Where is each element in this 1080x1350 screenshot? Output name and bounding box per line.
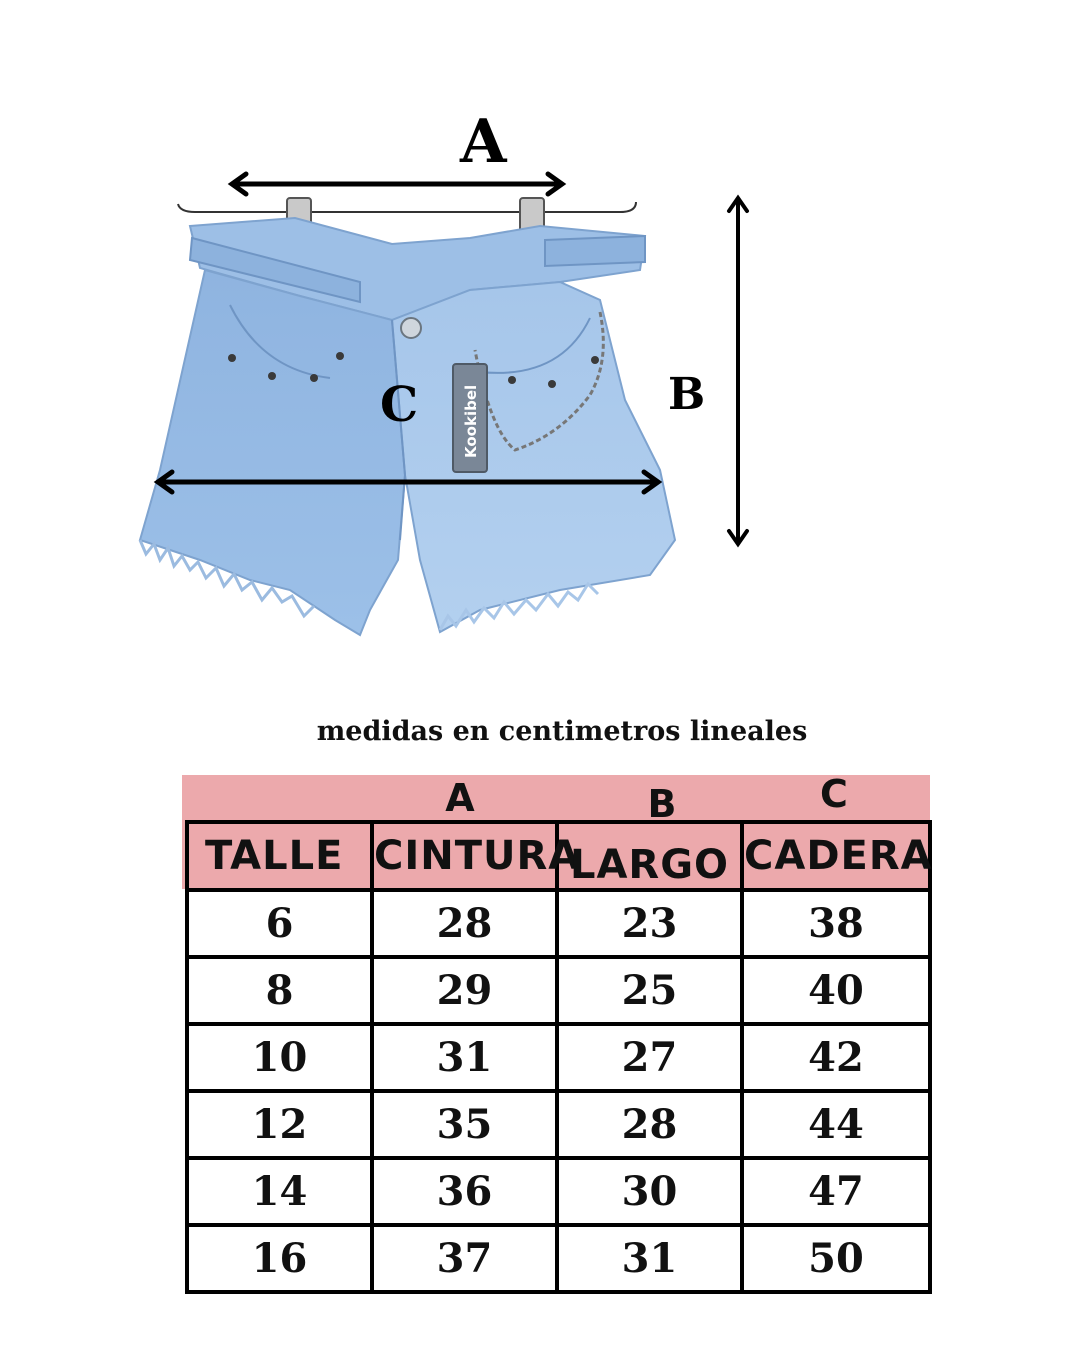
size-table — [185, 820, 932, 1294]
column-letter-b: B — [647, 782, 677, 826]
cell-talle: 10 — [187, 1024, 372, 1091]
cell-talle: 16 — [187, 1225, 372, 1292]
table-row — [187, 1158, 930, 1225]
cell-largo: 31 — [557, 1225, 742, 1292]
brand-tag-text: Kookibel — [462, 384, 480, 458]
cell-cintura: 35 — [372, 1091, 557, 1158]
cell-largo: 30 — [557, 1158, 742, 1225]
arrow-b — [729, 198, 747, 544]
measurement-note: medidas en centimetros lineales — [316, 716, 808, 747]
cell-largo: 25 — [557, 957, 742, 1024]
table-row — [187, 957, 930, 1024]
header-talle: TALLE — [187, 822, 372, 890]
cell-cadera: 47 — [742, 1158, 930, 1225]
arrow-a — [232, 174, 562, 194]
table-row — [187, 1225, 930, 1292]
table-row — [187, 890, 930, 957]
cell-cintura: 36 — [372, 1158, 557, 1225]
header-cintura: CINTURA — [372, 822, 557, 890]
table-row — [187, 1024, 930, 1091]
dimension-label-c: C — [380, 377, 419, 433]
cell-cintura: 37 — [372, 1225, 557, 1292]
cell-cintura: 31 — [372, 1024, 557, 1091]
cell-talle: 8 — [187, 957, 372, 1024]
cell-cadera: 50 — [742, 1225, 930, 1292]
header-largo: LARGO — [557, 822, 742, 890]
header-cadera: CADERA — [742, 822, 930, 890]
column-letter-a: A — [445, 776, 475, 820]
cell-largo: 27 — [557, 1024, 742, 1091]
cell-talle: 14 — [187, 1158, 372, 1225]
cell-cadera: 42 — [742, 1024, 930, 1091]
cell-talle: 12 — [187, 1091, 372, 1158]
cell-talle: 6 — [187, 890, 372, 957]
brand-tag — [453, 364, 487, 472]
dimension-label-b: B — [668, 369, 706, 420]
cell-largo: 23 — [557, 890, 742, 957]
column-letter-c: C — [820, 772, 848, 816]
table-row — [187, 1091, 930, 1158]
cell-largo: 28 — [557, 1091, 742, 1158]
table-header-row — [187, 822, 930, 890]
dimension-label-a: A — [460, 107, 507, 177]
cell-cintura: 28 — [372, 890, 557, 957]
cell-cadera: 44 — [742, 1091, 930, 1158]
cell-cintura: 29 — [372, 957, 557, 1024]
cell-cadera: 40 — [742, 957, 930, 1024]
cell-cadera: 38 — [742, 890, 930, 957]
